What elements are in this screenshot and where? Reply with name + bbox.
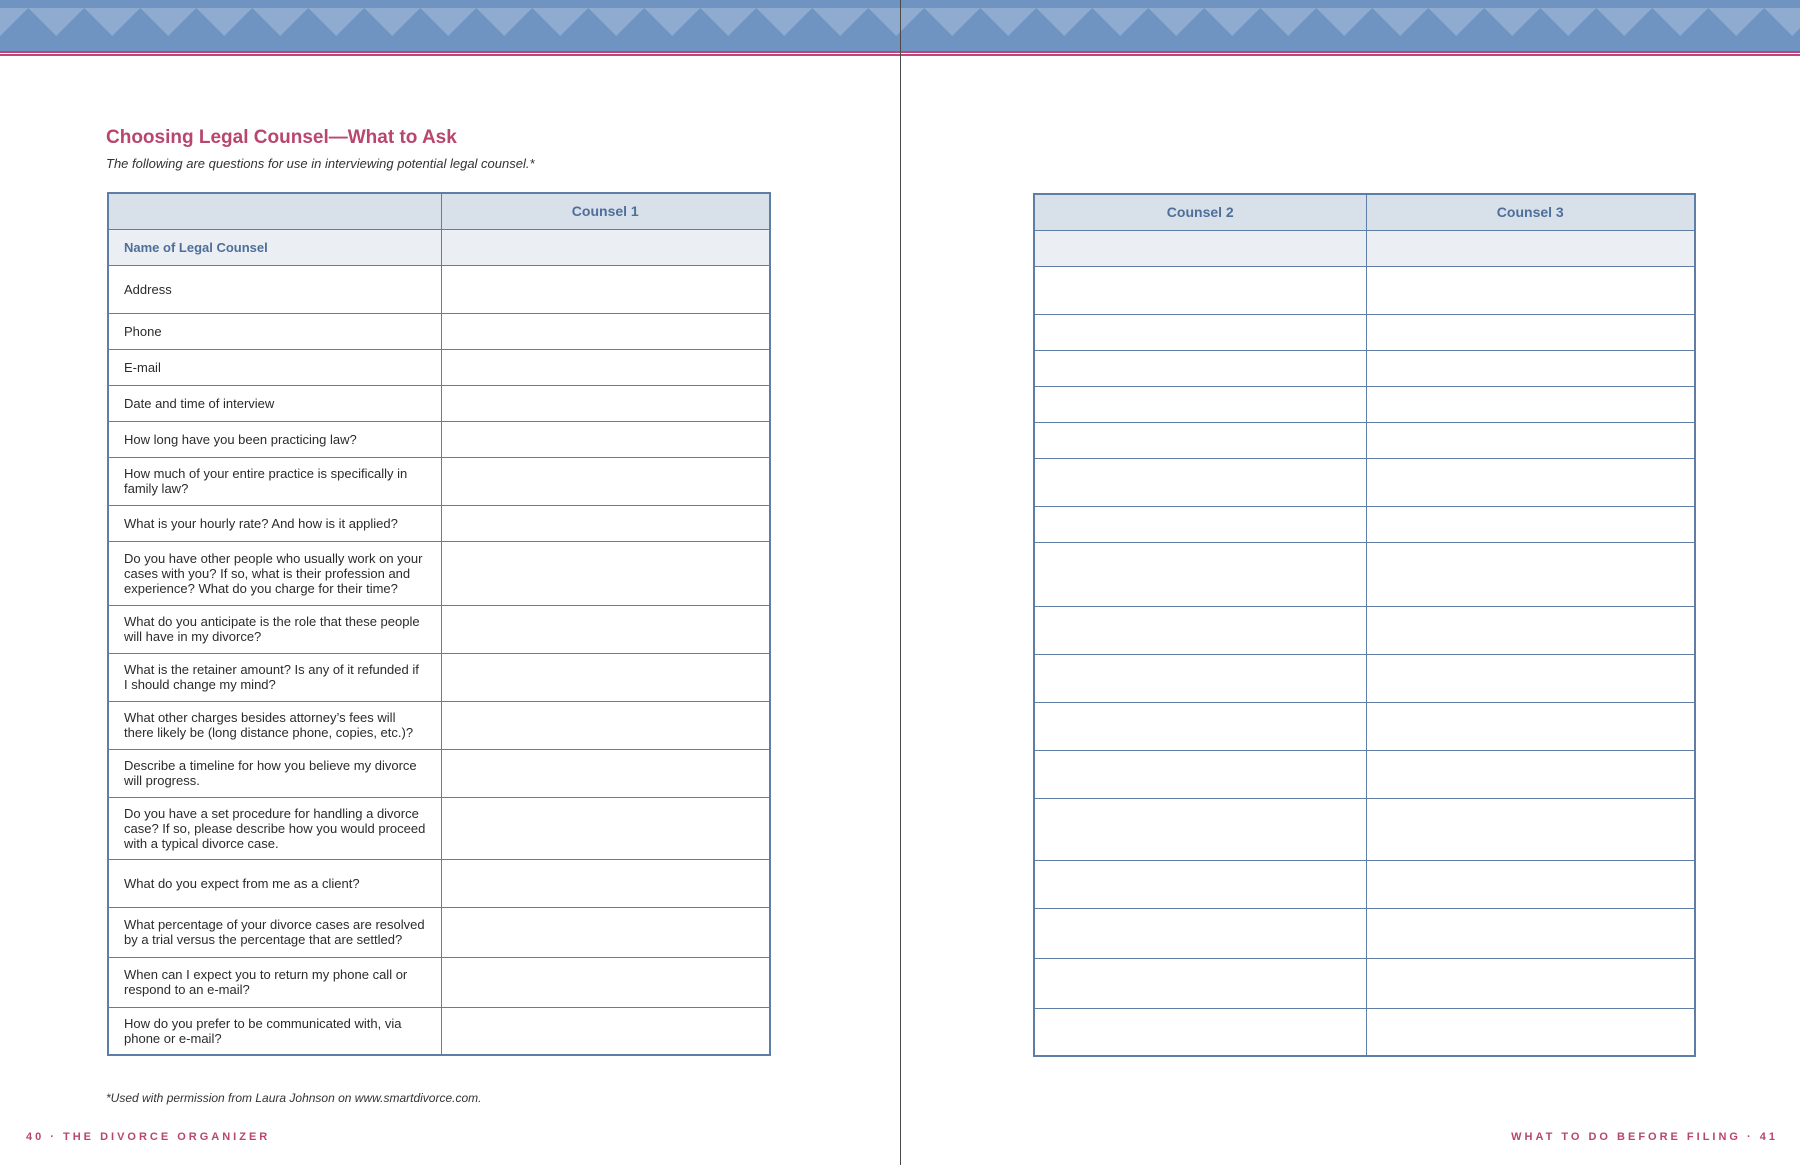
counsel-2-answer-cell [1034, 542, 1366, 606]
name-row [1034, 230, 1695, 266]
table-row [1034, 314, 1695, 350]
table-row [1034, 654, 1695, 702]
counsel-2-answer-cell [1034, 422, 1366, 458]
question-cell: Date and time of interview [108, 385, 441, 421]
table-row [1034, 606, 1695, 654]
question-cell: What percentage of your divorce cases are resolved by a trial versus the percentage that are settled? [108, 907, 441, 957]
question-cell: Address [108, 265, 441, 313]
question-cell: What do you expect from me as a client? [108, 859, 441, 907]
table-row [108, 265, 770, 313]
counsel-3-answer-cell [1366, 908, 1695, 958]
table-row [1034, 422, 1695, 458]
table-row [108, 797, 770, 859]
counsel-3-answer-cell [1366, 750, 1695, 798]
table-row [108, 1007, 770, 1055]
blank-header-cell [108, 193, 441, 229]
table-row [1034, 958, 1695, 1008]
table-row [108, 701, 770, 749]
table-row [108, 457, 770, 505]
counsel-2-answer-cell [1034, 654, 1366, 702]
table-row [1034, 506, 1695, 542]
table-row [108, 421, 770, 457]
table-row [1034, 350, 1695, 386]
counsel-3-answer-cell [1366, 422, 1695, 458]
counsel-1-answer-cell [441, 653, 770, 701]
counsel-3-answer-cell [1366, 606, 1695, 654]
counsel-2-header: Counsel 2 [1034, 194, 1366, 230]
table-row [108, 957, 770, 1007]
table-row [108, 313, 770, 349]
question-cell: What is the retainer amount? Is any of it refunded if I should change my mind? [108, 653, 441, 701]
counsel-2-answer-cell [1034, 386, 1366, 422]
table-row [108, 349, 770, 385]
counsel-2-answer-cell [1034, 350, 1366, 386]
counsel-2-answer-cell [1034, 506, 1366, 542]
counsel-3-answer-cell [1366, 542, 1695, 606]
questions-table [107, 192, 771, 1056]
name-row-label: Name of Legal Counsel [108, 229, 441, 265]
counsel-3-answer-cell [1366, 860, 1695, 908]
page-gutter [900, 0, 901, 1165]
table-row [1034, 386, 1695, 422]
table-row [108, 541, 770, 605]
counsel-2-answer-cell [1034, 314, 1366, 350]
counsel-2-answer-cell [1034, 798, 1366, 860]
counsel-3-answer-cell [1366, 798, 1695, 860]
table-row [108, 653, 770, 701]
counsel-3-answer-cell [1366, 458, 1695, 506]
counsel-2-answer-cell [1034, 266, 1366, 314]
page-title: Choosing Legal Counsel—What to Ask [106, 127, 457, 148]
counsel-2-answer-cell [1034, 908, 1366, 958]
counsel-2-answer-cell [1034, 750, 1366, 798]
table-row [108, 859, 770, 907]
counsel-3-answer-cell [1366, 654, 1695, 702]
counsel-1-answer-cell [441, 505, 770, 541]
table-row [108, 907, 770, 957]
counsel-1-answer-cell [441, 421, 770, 457]
counsel-3-header: Counsel 3 [1366, 194, 1695, 230]
question-cell: What is your hourly rate? And how is it applied? [108, 505, 441, 541]
left-folio: 40 · THE DIVORCE ORGANIZER [26, 1131, 271, 1143]
counsel-3-answer-cell [1366, 1008, 1695, 1056]
counsel-3-answer-cell [1366, 506, 1695, 542]
counsel-2-answer-cell [1034, 958, 1366, 1008]
counsel-2-answer-cell [1034, 1008, 1366, 1056]
counsel-3-answer-cell [1366, 702, 1695, 750]
table-row [1034, 458, 1695, 506]
table-header-row [1034, 194, 1695, 230]
counsel-1-answer-cell [441, 457, 770, 505]
table-row [1034, 266, 1695, 314]
table-row [1034, 908, 1695, 958]
table-row [1034, 860, 1695, 908]
question-cell: What other charges besides attorney’s fees will there likely be (long distance phone, copies, etc.)? [108, 701, 441, 749]
counsel-1-answer-cell [441, 313, 770, 349]
counsel-2-answer-cell [1034, 458, 1366, 506]
table-header-row [108, 193, 770, 229]
footnote: *Used with permission from Laura Johnson on www.smartdivorce.com. [106, 1091, 482, 1105]
table-row [108, 505, 770, 541]
counsel-3-answer-cell [1366, 958, 1695, 1008]
counsel-1-answer-cell [441, 385, 770, 421]
counsel-2-answer-cell [1034, 702, 1366, 750]
counsel-answers-table [1033, 193, 1696, 1057]
table-row [108, 749, 770, 797]
counsel-1-answer-cell [441, 1007, 770, 1055]
table-row [108, 385, 770, 421]
question-cell: E-mail [108, 349, 441, 385]
counsel-1-answer-cell [441, 349, 770, 385]
counsel-1-answer-cell [441, 797, 770, 859]
counsel-1-answer-cell [441, 957, 770, 1007]
counsel-1-answer-cell [441, 541, 770, 605]
counsel-1-answer-cell [441, 907, 770, 957]
table-row [1034, 542, 1695, 606]
counsel-3-name-cell [1366, 230, 1695, 266]
name-row [108, 229, 770, 265]
question-cell: Do you have other people who usually work on your cases with you? If so, what is their profession and experience? What do you charge for their time? [108, 541, 441, 605]
counsel-1-answer-cell [441, 701, 770, 749]
question-cell: How long have you been practicing law? [108, 421, 441, 457]
table-row [1034, 750, 1695, 798]
table-row [108, 605, 770, 653]
question-cell: Do you have a set procedure for handling a divorce case? If so, please describe how you would proceed with a typical divorce case. [108, 797, 441, 859]
counsel-1-answer-cell [441, 265, 770, 313]
counsel-2-answer-cell [1034, 606, 1366, 654]
page-subtitle: The following are questions for use in interviewing potential legal counsel.* [106, 156, 535, 171]
counsel-1-answer-cell [441, 859, 770, 907]
question-cell: How much of your entire practice is specifically in family law? [108, 457, 441, 505]
counsel-3-answer-cell [1366, 266, 1695, 314]
counsel-1-header: Counsel 1 [441, 193, 770, 229]
counsel-2-answer-cell [1034, 860, 1366, 908]
counsel-3-answer-cell [1366, 350, 1695, 386]
question-cell: How do you prefer to be communicated with, via phone or e-mail? [108, 1007, 441, 1055]
question-cell: When can I expect you to return my phone call or respond to an e-mail? [108, 957, 441, 1007]
right-folio: WHAT TO DO BEFORE FILING · 41 [1511, 1131, 1778, 1143]
counsel-3-answer-cell [1366, 314, 1695, 350]
question-cell: Describe a timeline for how you believe my divorce will progress. [108, 749, 441, 797]
counsel-2-name-cell [1034, 230, 1366, 266]
counsel-1-name-cell [441, 229, 770, 265]
table-row [1034, 1008, 1695, 1056]
counsel-1-answer-cell [441, 605, 770, 653]
counsel-3-answer-cell [1366, 386, 1695, 422]
question-cell: Phone [108, 313, 441, 349]
table-row [1034, 702, 1695, 750]
question-cell: What do you anticipate is the role that these people will have in my divorce? [108, 605, 441, 653]
table-row [1034, 798, 1695, 860]
counsel-1-answer-cell [441, 749, 770, 797]
